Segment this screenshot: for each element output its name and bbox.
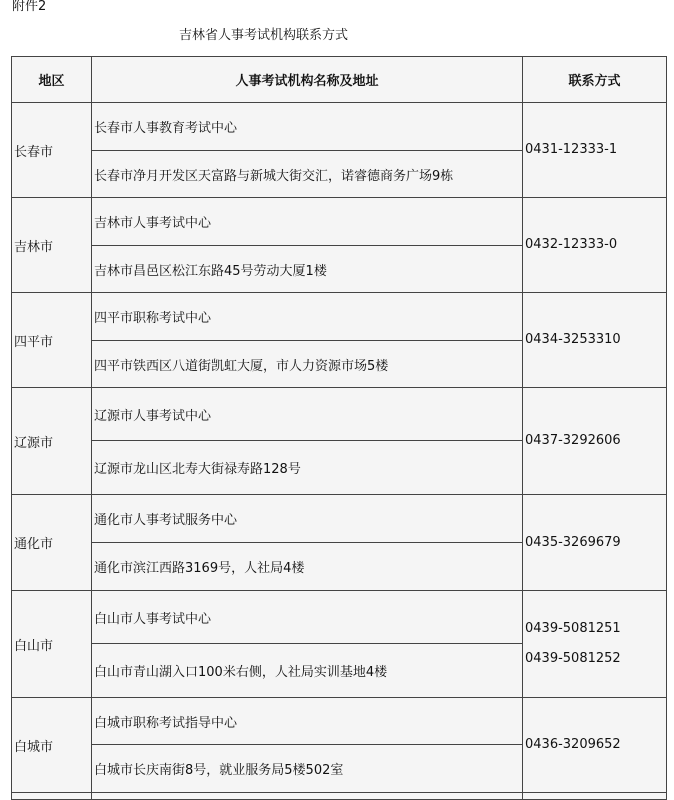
org-address: 通化市滨江西路3169号，人社局4楼 bbox=[91, 542, 523, 591]
phone-number: 0437-3292606 bbox=[525, 433, 621, 448]
phone-number: 0435-3269679 bbox=[525, 534, 621, 550]
org-name bbox=[91, 792, 523, 800]
phone-number: 0436-3209652 bbox=[525, 737, 621, 752]
region-cell: 吉林市 bbox=[11, 197, 92, 293]
org-name: 四平市职称考试中心 bbox=[91, 292, 523, 341]
region-cell bbox=[11, 792, 92, 800]
region-cell: 通化市 bbox=[11, 494, 92, 591]
org-address: 四平市铁西区八道街凯虹大厦，市人力资源市场5楼 bbox=[91, 340, 523, 388]
contact-cell bbox=[522, 494, 667, 591]
org-address: 白城市长庆南街8号，就业服务局5楼502室 bbox=[91, 744, 523, 793]
header-region: 地区 bbox=[11, 56, 92, 103]
contact-cell bbox=[522, 792, 667, 800]
org-name: 白城市职称考试指导中心 bbox=[91, 697, 523, 745]
header-contact: 联系方式 bbox=[522, 56, 667, 103]
phone-number: 0431-12333-1 bbox=[525, 142, 618, 157]
org-name: 白山市人事考试中心 bbox=[91, 590, 523, 644]
region-cell: 白山市 bbox=[11, 590, 92, 698]
org-name: 辽源市人事考试中心 bbox=[91, 387, 523, 441]
contact-cell bbox=[522, 197, 667, 293]
org-address: 辽源市龙山区北寿大街禄寿路128号 bbox=[91, 440, 523, 495]
phone-number: 0434-3253310 bbox=[525, 332, 621, 347]
phone-number: 0432-12333-0 bbox=[525, 237, 618, 252]
phone-number: 0439-5081251 bbox=[525, 621, 621, 636]
org-address: 白山市青山湖入口100米右侧，人社局实训基地4楼 bbox=[91, 643, 523, 698]
region-cell: 四平市 bbox=[11, 292, 92, 388]
org-address: 吉林市昌邑区松江东路45号劳动大厦1楼 bbox=[91, 245, 523, 293]
contact-cell bbox=[522, 387, 667, 495]
contact-cell bbox=[522, 590, 667, 698]
phone-number: 0439-5081252 bbox=[525, 651, 621, 666]
header-org: 人事考试机构名称及地址 bbox=[91, 56, 523, 103]
org-address: 长春市净月开发区天富路与新城大街交汇，诺睿德商务广场9栋 bbox=[91, 150, 523, 198]
contact-cell bbox=[522, 292, 667, 388]
org-name: 通化市人事考试服务中心 bbox=[91, 494, 523, 543]
region-cell: 长春市 bbox=[11, 102, 92, 198]
region-cell: 白城市 bbox=[11, 697, 92, 793]
page-title: 吉林省人事考试机构联系方式 bbox=[179, 28, 349, 43]
contact-cell bbox=[522, 102, 667, 198]
org-name: 吉林市人事考试中心 bbox=[91, 197, 523, 246]
attachment-label: 附件2 bbox=[12, 0, 47, 14]
contact-cell bbox=[522, 697, 667, 793]
org-name: 长春市人事教育考试中心 bbox=[91, 102, 523, 151]
region-cell: 辽源市 bbox=[11, 387, 92, 495]
